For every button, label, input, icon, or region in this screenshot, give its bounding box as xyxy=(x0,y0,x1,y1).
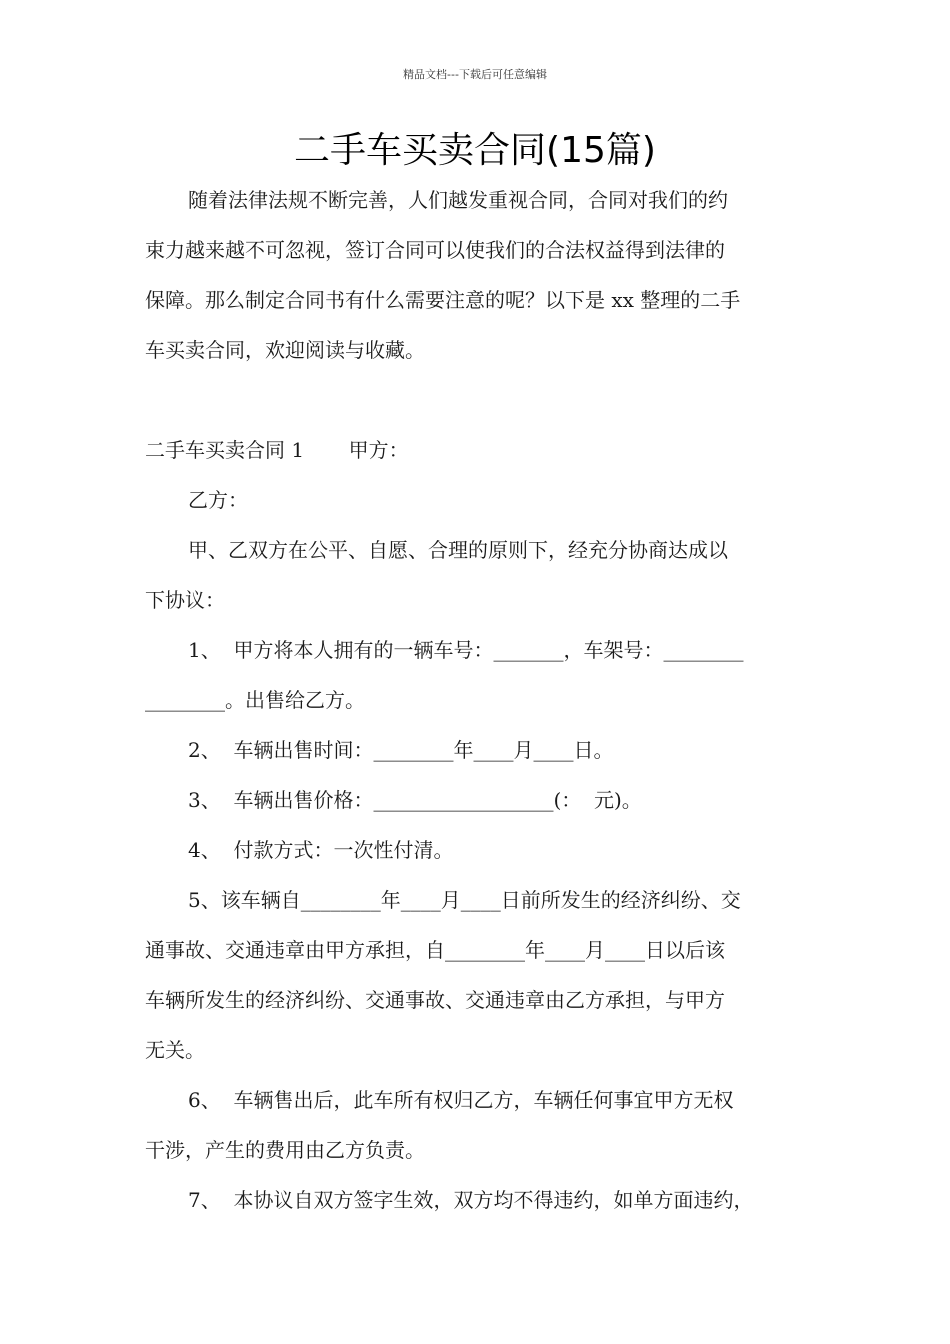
clause-line: 4、 付款方式：一次性付清。 xyxy=(188,838,454,862)
party-b-label: 乙方： xyxy=(188,488,248,512)
clause-line: 干涉，产生的费用由乙方负责。 xyxy=(145,1138,425,1162)
intro-line: 保障。那么制定合同书有什么需要注意的呢？以下是 xx 整理的二手 xyxy=(145,288,741,312)
clause-line: 车辆所发生的经济纠纷、交通事故、交通违章由乙方承担，与甲方 xyxy=(145,988,725,1012)
clause-line: 3、 车辆出售价格：__________________(： 元)。 xyxy=(188,788,642,812)
intro-line: 束力越来越不可忽视，签订合同可以使我们的合法权益得到法律的 xyxy=(145,238,725,262)
clause-line: 6、 车辆售出后，此车所有权归乙方，车辆任何事宜甲方无权 xyxy=(188,1088,734,1112)
agreement-line: 下协议： xyxy=(145,588,225,612)
section-heading: 二手车买卖合同 1 甲方： xyxy=(145,438,409,462)
intro-line: 随着法律法规不断完善，人们越发重视合同，合同对我们的约 xyxy=(188,188,728,212)
page-header: 精品文档---下载后可任意编辑 xyxy=(403,68,547,81)
clause-line: 1、 甲方将本人拥有的一辆车号：_______，车架号：________ xyxy=(188,638,744,662)
intro-line: 车买卖合同，欢迎阅读与收藏。 xyxy=(145,338,425,362)
clause-line: 无关。 xyxy=(145,1038,205,1062)
clause-line: ________。出售给乙方。 xyxy=(145,688,365,712)
clause-line: 2、 车辆出售时间：________年____月____日。 xyxy=(188,738,614,762)
clause-line: 通事故、交通违章由甲方承担，自________年____月____日以后该 xyxy=(145,938,725,962)
agreement-line: 甲、乙双方在公平、自愿、合理的原则下，经充分协商达成以 xyxy=(188,538,728,562)
clause-line: 5、该车辆自________年____月____日前所发生的经济纠纷、交 xyxy=(188,888,741,912)
clause-line: 7、 本协议自双方签字生效，双方均不得违约，如单方面违约， xyxy=(188,1188,754,1212)
document-title: 二手车买卖合同(15篇) xyxy=(294,130,656,171)
